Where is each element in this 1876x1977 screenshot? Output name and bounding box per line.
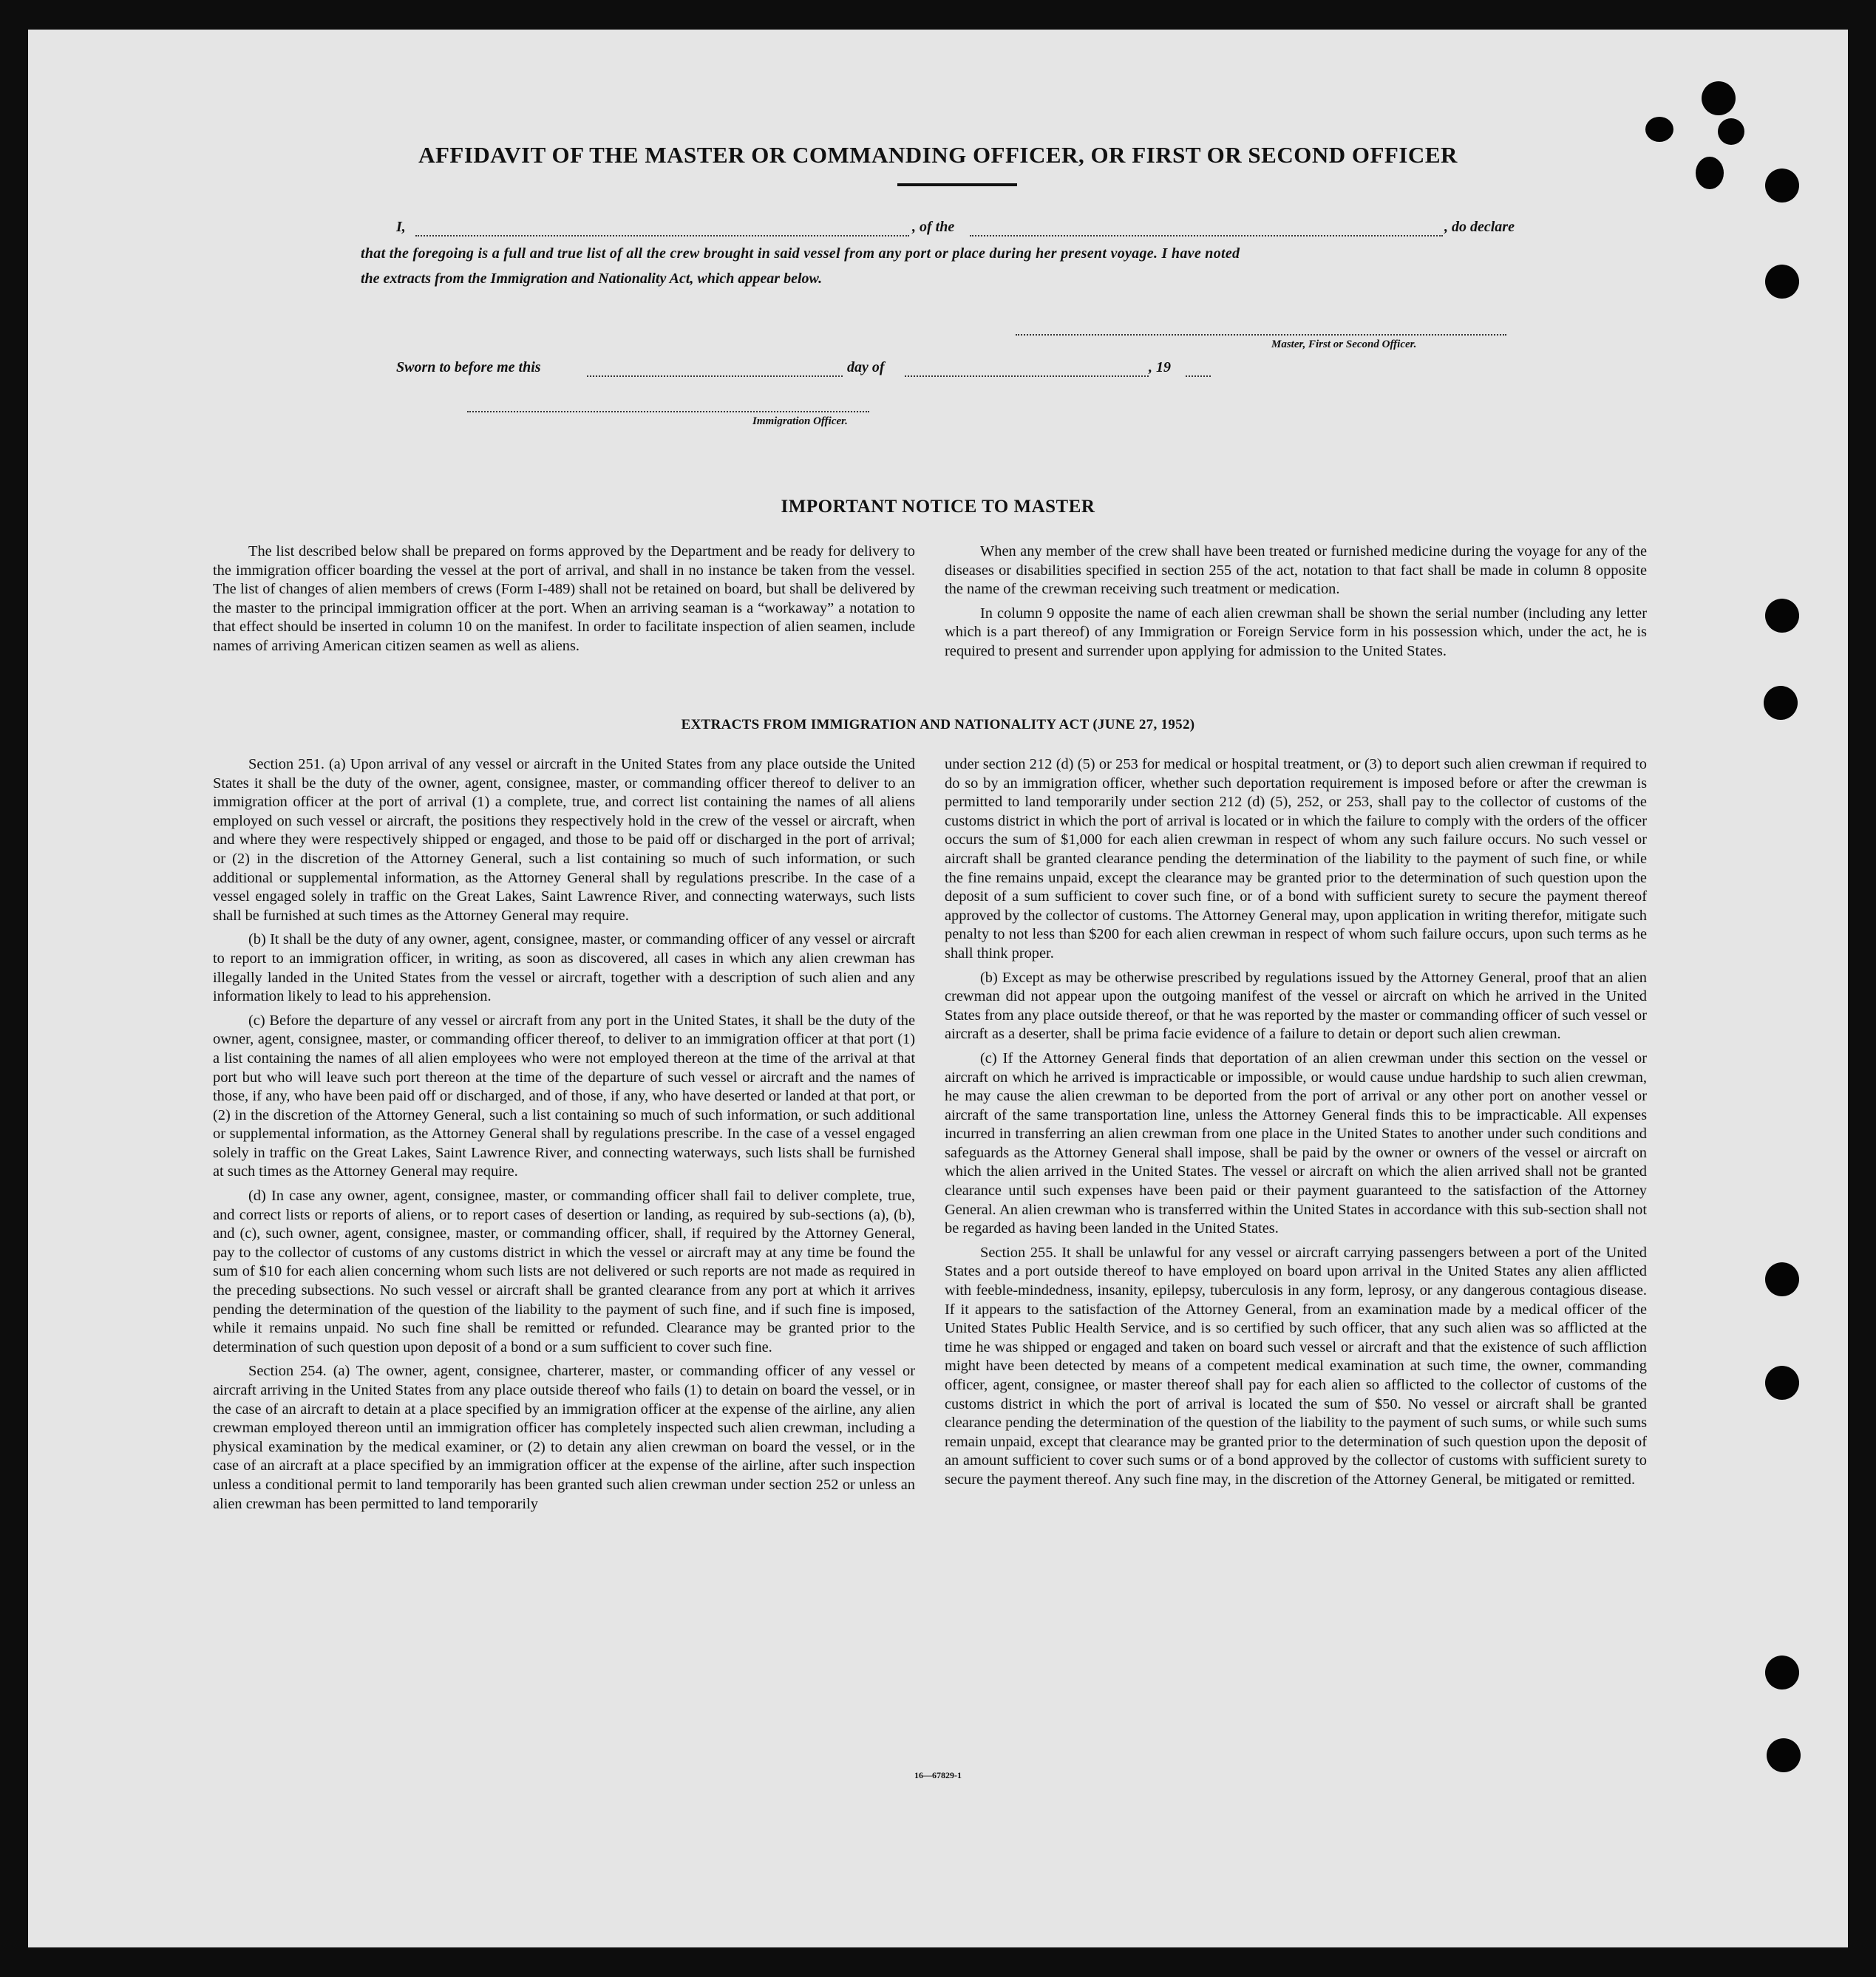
- act-section-254b: (b) Except as may be otherwise prescribed by regulations issued by the Attorney General, proof that an alien crewman did not appear upon the outgoing manifest of the vessel or aircraft on which he arrived in the United States from any place outside thereof, or that he was reported by the master or commanding officer of such vessel or aircraft as a deserter, shall be prima facie evidence of a failure to detain or deport such alien crewman.: [945, 969, 1647, 1043]
- affidavit-statement-line2: that the foregoing is a full and true list of all the crew brought in said vessel from any port or place during her present voyage. I have noted: [361, 245, 1240, 262]
- sworn-day-line: [587, 375, 843, 377]
- notice-paragraph: When any member of the crew shall have been treated or furnished medicine during the voyage for any of the diseases or disabilities specified in section 255 of the act, notation to that fact shall be made in column 8 opposite the name of the crewman receiving such treatment or medication.: [945, 543, 1647, 598]
- form-print-code: 16—67829-1: [914, 1770, 962, 1780]
- act-section-254c: (c) If the Attorney General finds that deportation of an alien crewman under this section on the vessel or aircraft on which he arrived is impracticable or impossible, or would cause undue hardship to such alien crewman, he may cause the alien crewman to be deported from the port of arrival or any other port on another vessel or aircraft of the same transportation line, unless the Attorney General finds this to be impracticable. All expenses incurred in transferring an alien crewman from one place in the United States to another under such conditions and safeguards as the Attorney General shall impose, shall be paid by the owner or owners of the vessel or aircraft on which the alien arrived in the United States. The vessel or aircraft on which the alien arrived shall not be granted clearance until such expenses have been paid or their payment guaranteed to the satisfaction of the Attorney General. An alien crewman who is transferred within the United States in accordance with this sub-section shall not be regarded as having been landed in the United States.: [945, 1049, 1647, 1237]
- extracts-title: EXTRACTS FROM IMMIGRATION AND NATIONALITY ACT (JUNE 27, 1952): [681, 717, 1195, 732]
- punch-hole: [1765, 1262, 1799, 1296]
- sworn-month-line: [905, 375, 1149, 377]
- punch-hole: [1702, 81, 1736, 115]
- notice-right-column: [945, 542, 1647, 667]
- immigration-officer-label: Immigration Officer.: [752, 415, 848, 427]
- punch-hole: [1767, 1738, 1801, 1772]
- affidavit-statement-line3: the extracts from the Immigration and Nationality Act, which appear below.: [361, 270, 823, 287]
- act-section-251c: (c) Before the departure of any vessel or aircraft from any port in the United States, it shall be the duty of the owner, agent, consignee, master, or commanding officer thereof, to deliver to an immigration officer at that port (1) a list containing the names of all alien employees who were not employed thereon at the time of the arrival at that port but who will leave such port thereon at the time of the departure of such vessel or aircraft and the names of those, if any, who have been paid off or discharged, and of those, if any, who have deserted or landed at that port, or (2) in the discretion of the Attorney General, such a list containing so much of such information, or such additional or supplemental information, as the Attorney General shall by regulations prescribe. In the case of a vessel engaged solely in traffic on the Great Lakes, Saint Lawrence River, and connecting waterways, such lists shall be furnished at such times as the Attorney General may require.: [213, 1012, 915, 1180]
- affidavit-title: AFFIDAVIT OF THE MASTER OR COMMANDING OFFICER, OR FIRST OR SECOND OFFICER: [418, 142, 1458, 168]
- declarant-name-line: [415, 235, 909, 237]
- immigration-officer-signature-line: [467, 411, 869, 412]
- sworn-label: Sworn to before me this: [396, 359, 541, 375]
- act-section-251b: (b) It shall be the duty of any owner, agent, consignee, master, or commanding officer of any vessel or aircraft to report to an immigration officer, in writing, as soon as discovered, all cases in which any alien crewman has illegally landed in the United States from the vessel or aircraft, together with a description of such alien and any information likely to lead to his apprehension.: [213, 931, 915, 1005]
- vessel-name-line: [970, 235, 1443, 237]
- declare-label: , do declare: [1444, 219, 1515, 235]
- notice-paragraph: The list described below shall be prepared on forms approved by the Department and be ready for delivery to the immigration officer boarding the vessel at the port of arrival, and shall in no instance be taken from the vessel. The list of changes of alien members of crews (Form I-489) shall not be retained on board, but shall be delivered by the master to the principal immigration officer at the port. When an arriving seaman is a “workaway” a notation to that effect should be inserted in column 10 on the manifest. In order to facilitate inspection of alien seamen, include names of arriving American citizen seamen as well as aliens.: [213, 543, 915, 654]
- year-label: , 19: [1149, 359, 1171, 375]
- act-section-254a: Section 254. (a) The owner, agent, consignee, charterer, master, or commanding officer of any vessel or aircraft arriving in the United States from any place outside thereof who fails (1) to detain on board the vessel, or in the case of an aircraft to detain at a place specified by an immigration officer at the expense of the airline, any alien crewman employed thereon until an immigration officer has completely inspected such alien crewman, including a physical examination by the medical examiner, or (2) to detain any alien crewman on board the vessel, or in the case of an aircraft at a place specified by an immigration officer at the expense of the airline, after such inspection unless a conditional permit to land temporarily has been granted such alien crewman under section 252 or unless an alien crewman has been permitted to land temporarily: [213, 1363, 915, 1512]
- sworn-year-line: [1186, 375, 1211, 377]
- punch-hole: [1765, 265, 1799, 299]
- act-section-251d: (d) In case any owner, agent, consignee, master, or commanding officer shall fail to deliver complete, true, and correct lists or reports of aliens, or to report cases of desertion or landing, as required by sub-sections (a), (b), and (c), such owner, agent, consignee, master, or commanding officer, shall, if required by the Attorney General, pay to the collector of customs of any customs district in which the vessel or aircraft may at any time be found the sum of $10 for each alien concerning whom such lists are not delivered or such reports are not made as required in the preceding subsections. No such vessel or aircraft shall be granted clearance from any port at which it arrives pending the determination of the question of the liability to the payment of such fine, and if such fine is imposed, while it remains unpaid. No such fine shall be remitted or refunded. Clearance may be granted prior to the determination of such question upon deposit of a bond or a sum sufficient to cover such fine.: [213, 1188, 915, 1355]
- punch-hole: [1765, 1366, 1799, 1400]
- punch-hole: [1765, 169, 1799, 203]
- extracts-left-column: [213, 755, 915, 1519]
- notice-left-column: [213, 542, 915, 661]
- act-section-254a-continued: under section 212 (d) (5) or 253 for medical or hospital treatment, or (3) to deport such alien crewman if required to do so by an immigration officer, whether such deportation requirement is imposed before or after the crewman is permitted to land temporarily under section 212 (d) (5), 252, or 253, shall pay to the collector of customs of the customs district in which the port of arrival is located or in which the failure to comply with the orders of the officer occurs the sum of $1,000 for each alien crewman in respect of whom any such failure occurs. No such vessel or aircraft shall be granted clearance pending the determination of the liability to the payment of such fine, or while the fine remains unpaid, except the clearance may be granted prior to the determination of such question upon the deposit of a sum sufficient to cover such fine, or of a bond with sufficient surety to secure the payment thereof approved by the collector of customs. The Attorney General may, upon application in writing therefor, mitigate such penalty to not less than $200 for each alien crewman in respect of whom such failure occurs, upon such terms as he shall think proper.: [945, 756, 1647, 962]
- punch-hole: [1765, 599, 1799, 633]
- day-of-label: day of: [847, 359, 885, 375]
- extracts-right-column: [945, 755, 1647, 1495]
- punch-hole: [1765, 1656, 1799, 1690]
- act-section-251a: Section 251. (a) Upon arrival of any vessel or aircraft in the United States from any place outside the United States it shall be the duty of the owner, agent, consignee, master, or commanding officer thereof to deliver to an immigration officer at the port of arrival (1) a complete, true, and correct list containing the names of all aliens employed on such vessel or aircraft, the positions they respectively hold in the crew of the vessel or aircraft, when and where they were respectively shipped or engaged, and those to be paid off or discharged in the port of arrival; or (2) in the discretion of the Attorney General, such a list containing so much of such information, or such additional or supplemental information, as the Attorney General shall by regulations prescribe. In the case of a vessel engaged solely in traffic on the Great Lakes, Saint Lawrence River, and connecting waterways, such lists shall be furnished at such times as the Attorney General may require.: [213, 756, 915, 924]
- notice-paragraph: In column 9 opposite the name of each alien crewman shall be shown the serial number (including any letter which is a part thereof) of any Immigration or Foreign Service form in his possession which, under the act, he is required to present and surrender upon applying for admission to the United States.: [945, 605, 1647, 659]
- title-underline: [897, 183, 1017, 186]
- punch-hole: [1645, 117, 1673, 142]
- form-page: [28, 30, 1848, 1947]
- notice-title: IMPORTANT NOTICE TO MASTER: [781, 497, 1095, 517]
- punch-hole: [1718, 118, 1744, 145]
- master-signature-label: Master, First or Second Officer.: [1271, 338, 1417, 350]
- punch-hole: [1764, 686, 1798, 720]
- act-section-255: Section 255. It shall be unlawful for any vessel or aircraft carrying passengers between a port of the United States and a port outside thereof to have employed on board upon arrival in the United States any alien afflicted with feeble-mindedness, insanity, epilepsy, tuberculosis in any form, leprosy, or any dangerous contagious disease. If it appears to the satisfaction of the Attorney General, from an examination made by a medical officer of the United States Public Health Service, and is so certified by such officer, that any such alien was so afflicted at the time he was shipped or engaged and taken on board such vessel or aircraft and that the existence of such affliction might have been detected by means of a competent medical examination at such time, the owner, commanding officer, agent, consignee, or master thereof shall pay for each alien so afflicted to the collector of customs of the customs district in which the port of arrival is located the sum of $50. No vessel or aircraft shall be granted clearance pending the determination of the question of the liability to the payment of such sums, or while such sums remain unpaid, except that clearance may be granted prior to the determination of such question upon the deposit of an amount sufficient to cover such sums or of a bond approved by the collector of customs with sufficient surety to secure the payment thereof. Any such fine may, in the discretion of the Attorney General, be mitigated or remitted.: [945, 1244, 1647, 1488]
- declarant-label: I,: [396, 219, 406, 235]
- master-signature-line: [1016, 334, 1506, 336]
- vessel-label: , of the: [912, 219, 955, 235]
